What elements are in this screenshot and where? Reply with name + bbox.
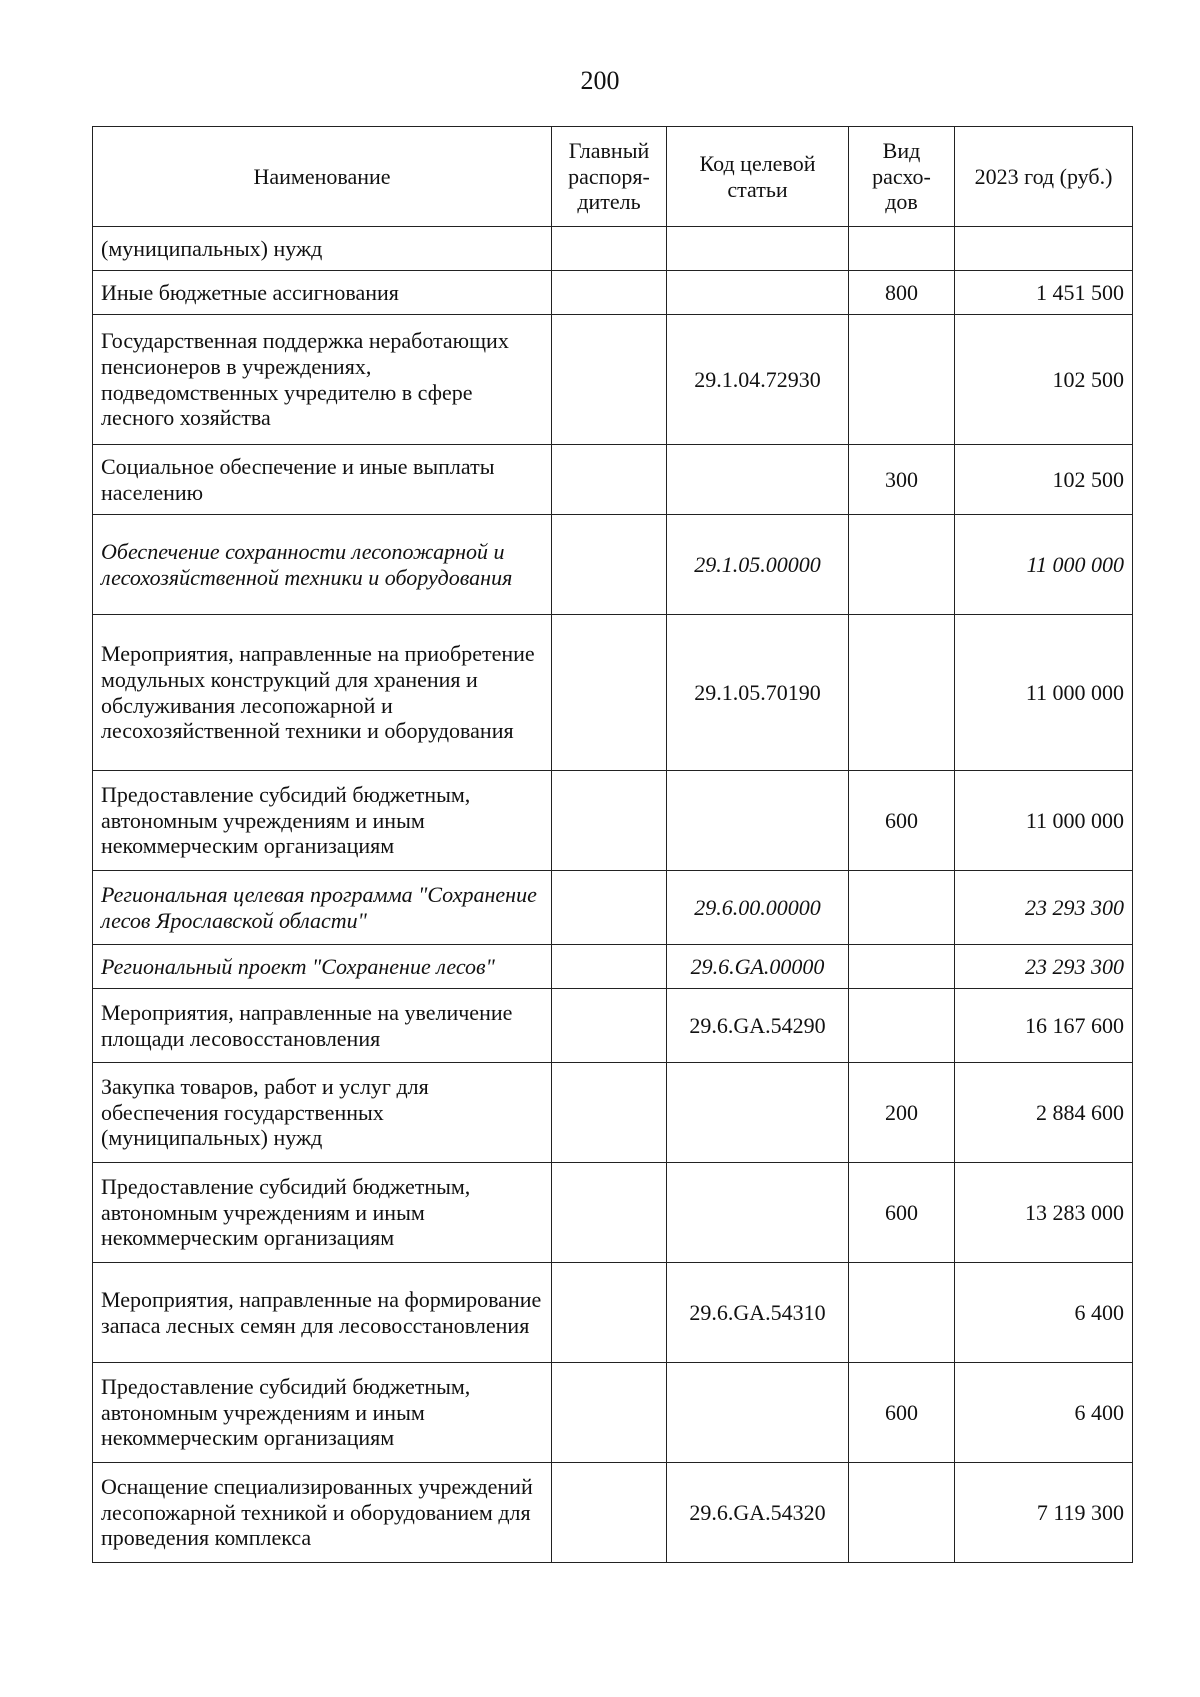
cell-admin bbox=[552, 227, 667, 271]
cell-admin bbox=[552, 1163, 667, 1263]
cell-amount: 2 884 600 bbox=[955, 1063, 1133, 1163]
header-admin: Главный распоря-дитель bbox=[552, 127, 667, 227]
table-row bbox=[93, 315, 1133, 445]
cell-name: Оснащение специализированных учреждений лесопожарной техникой и оборудованием для проведения комплекса bbox=[93, 1463, 552, 1563]
cell-admin bbox=[552, 1063, 667, 1163]
cell-code: 29.6.GA.00000 bbox=[667, 945, 849, 989]
cell-type bbox=[849, 945, 955, 989]
cell-amount: 11 000 000 bbox=[955, 615, 1133, 771]
cell-admin bbox=[552, 271, 667, 315]
cell-code: 29.1.05.70190 bbox=[667, 615, 849, 771]
budget-table bbox=[92, 126, 1133, 1563]
table-row bbox=[93, 227, 1133, 271]
cell-amount bbox=[955, 227, 1133, 271]
cell-type bbox=[849, 515, 955, 615]
cell-code bbox=[667, 1063, 849, 1163]
cell-type: 800 bbox=[849, 271, 955, 315]
table-body bbox=[93, 227, 1133, 1563]
cell-admin bbox=[552, 515, 667, 615]
cell-type bbox=[849, 989, 955, 1063]
cell-name: Мероприятия, направленные на увеличение площади лесовосстановления bbox=[93, 989, 552, 1063]
table-row bbox=[93, 1063, 1133, 1163]
header-code: Код целевой статьи bbox=[667, 127, 849, 227]
cell-name: Предоставление субсидий бюджетным, автономным учреждениям и иным некоммерческим организациям bbox=[93, 771, 552, 871]
cell-type: 200 bbox=[849, 1063, 955, 1163]
cell-name: Мероприятия, направленные на приобретение модульных конструкций для хранения и обслуживания лесопожарной и лесохозяйственной техники и оборудования bbox=[93, 615, 552, 771]
table-row bbox=[93, 1263, 1133, 1363]
cell-amount: 102 500 bbox=[955, 315, 1133, 445]
page-number: 200 bbox=[580, 66, 620, 95]
cell-name: Закупка товаров, работ и услуг для обеспечения государственных (муниципальных) нужд bbox=[93, 1063, 552, 1163]
header-amount: 2023 год (руб.) bbox=[955, 127, 1133, 227]
cell-type: 600 bbox=[849, 771, 955, 871]
cell-admin bbox=[552, 871, 667, 945]
table-row bbox=[93, 271, 1133, 315]
cell-code: 29.6.GA.54290 bbox=[667, 989, 849, 1063]
cell-code bbox=[667, 1163, 849, 1263]
cell-code: 29.6.GA.54310 bbox=[667, 1263, 849, 1363]
cell-type bbox=[849, 1463, 955, 1563]
cell-name: Предоставление субсидий бюджетным, автономным учреждениям и иным некоммерческим организациям bbox=[93, 1363, 552, 1463]
cell-name: Мероприятия, направленные на формирование запаса лесных семян для лесовосстановления bbox=[93, 1263, 552, 1363]
cell-code bbox=[667, 271, 849, 315]
cell-admin bbox=[552, 1463, 667, 1563]
cell-type bbox=[849, 615, 955, 771]
cell-amount: 13 283 000 bbox=[955, 1163, 1133, 1263]
cell-type: 600 bbox=[849, 1163, 955, 1263]
cell-type bbox=[849, 871, 955, 945]
cell-amount: 16 167 600 bbox=[955, 989, 1133, 1063]
cell-name: Региональная целевая программа "Сохранение лесов Ярославской области" bbox=[93, 871, 552, 945]
cell-code bbox=[667, 227, 849, 271]
cell-type: 300 bbox=[849, 445, 955, 515]
table-row bbox=[93, 515, 1133, 615]
table-row bbox=[93, 989, 1133, 1063]
cell-name: Региональный проект "Сохранение лесов" bbox=[93, 945, 552, 989]
table-row bbox=[93, 871, 1133, 945]
cell-amount: 23 293 300 bbox=[955, 945, 1133, 989]
cell-name: Государственная поддержка неработающих пенсионеров в учреждениях, подведомственных учредителю в сфере лесного хозяйства bbox=[93, 315, 552, 445]
table-row bbox=[93, 1363, 1133, 1463]
cell-code: 29.1.04.72930 bbox=[667, 315, 849, 445]
cell-name: (муниципальных) нужд bbox=[93, 227, 552, 271]
cell-amount: 11 000 000 bbox=[955, 515, 1133, 615]
header-type: Вид расхо-дов bbox=[849, 127, 955, 227]
cell-admin bbox=[552, 945, 667, 989]
cell-name: Предоставление субсидий бюджетным, автономным учреждениям и иным некоммерческим организациям bbox=[93, 1163, 552, 1263]
cell-code bbox=[667, 771, 849, 871]
cell-name: Социальное обеспечение и иные выплаты населению bbox=[93, 445, 552, 515]
cell-type bbox=[849, 315, 955, 445]
cell-amount: 7 119 300 bbox=[955, 1463, 1133, 1563]
cell-amount: 1 451 500 bbox=[955, 271, 1133, 315]
cell-amount: 102 500 bbox=[955, 445, 1133, 515]
cell-type bbox=[849, 227, 955, 271]
table-row bbox=[93, 445, 1133, 515]
cell-name: Обеспечение сохранности лесопожарной и лесохозяйственной техники и оборудования bbox=[93, 515, 552, 615]
cell-admin bbox=[552, 315, 667, 445]
cell-amount: 6 400 bbox=[955, 1363, 1133, 1463]
cell-name: Иные бюджетные ассигнования bbox=[93, 271, 552, 315]
cell-code bbox=[667, 445, 849, 515]
table-row bbox=[93, 945, 1133, 989]
cell-code: 29.6.00.00000 bbox=[667, 871, 849, 945]
cell-code bbox=[667, 1363, 849, 1463]
table-row bbox=[93, 1163, 1133, 1263]
cell-admin bbox=[552, 771, 667, 871]
table-row bbox=[93, 1463, 1133, 1563]
cell-amount: 6 400 bbox=[955, 1263, 1133, 1363]
cell-admin bbox=[552, 989, 667, 1063]
cell-type bbox=[849, 1263, 955, 1363]
cell-type: 600 bbox=[849, 1363, 955, 1463]
cell-code: 29.6.GA.54320 bbox=[667, 1463, 849, 1563]
cell-admin bbox=[552, 445, 667, 515]
cell-admin bbox=[552, 615, 667, 771]
cell-admin bbox=[552, 1363, 667, 1463]
cell-amount: 23 293 300 bbox=[955, 871, 1133, 945]
cell-admin bbox=[552, 1263, 667, 1363]
header-name: Наименование bbox=[93, 127, 552, 227]
cell-amount: 11 000 000 bbox=[955, 771, 1133, 871]
table-row bbox=[93, 615, 1133, 771]
table-header-row bbox=[93, 127, 1133, 227]
cell-code: 29.1.05.00000 bbox=[667, 515, 849, 615]
table-row bbox=[93, 771, 1133, 871]
